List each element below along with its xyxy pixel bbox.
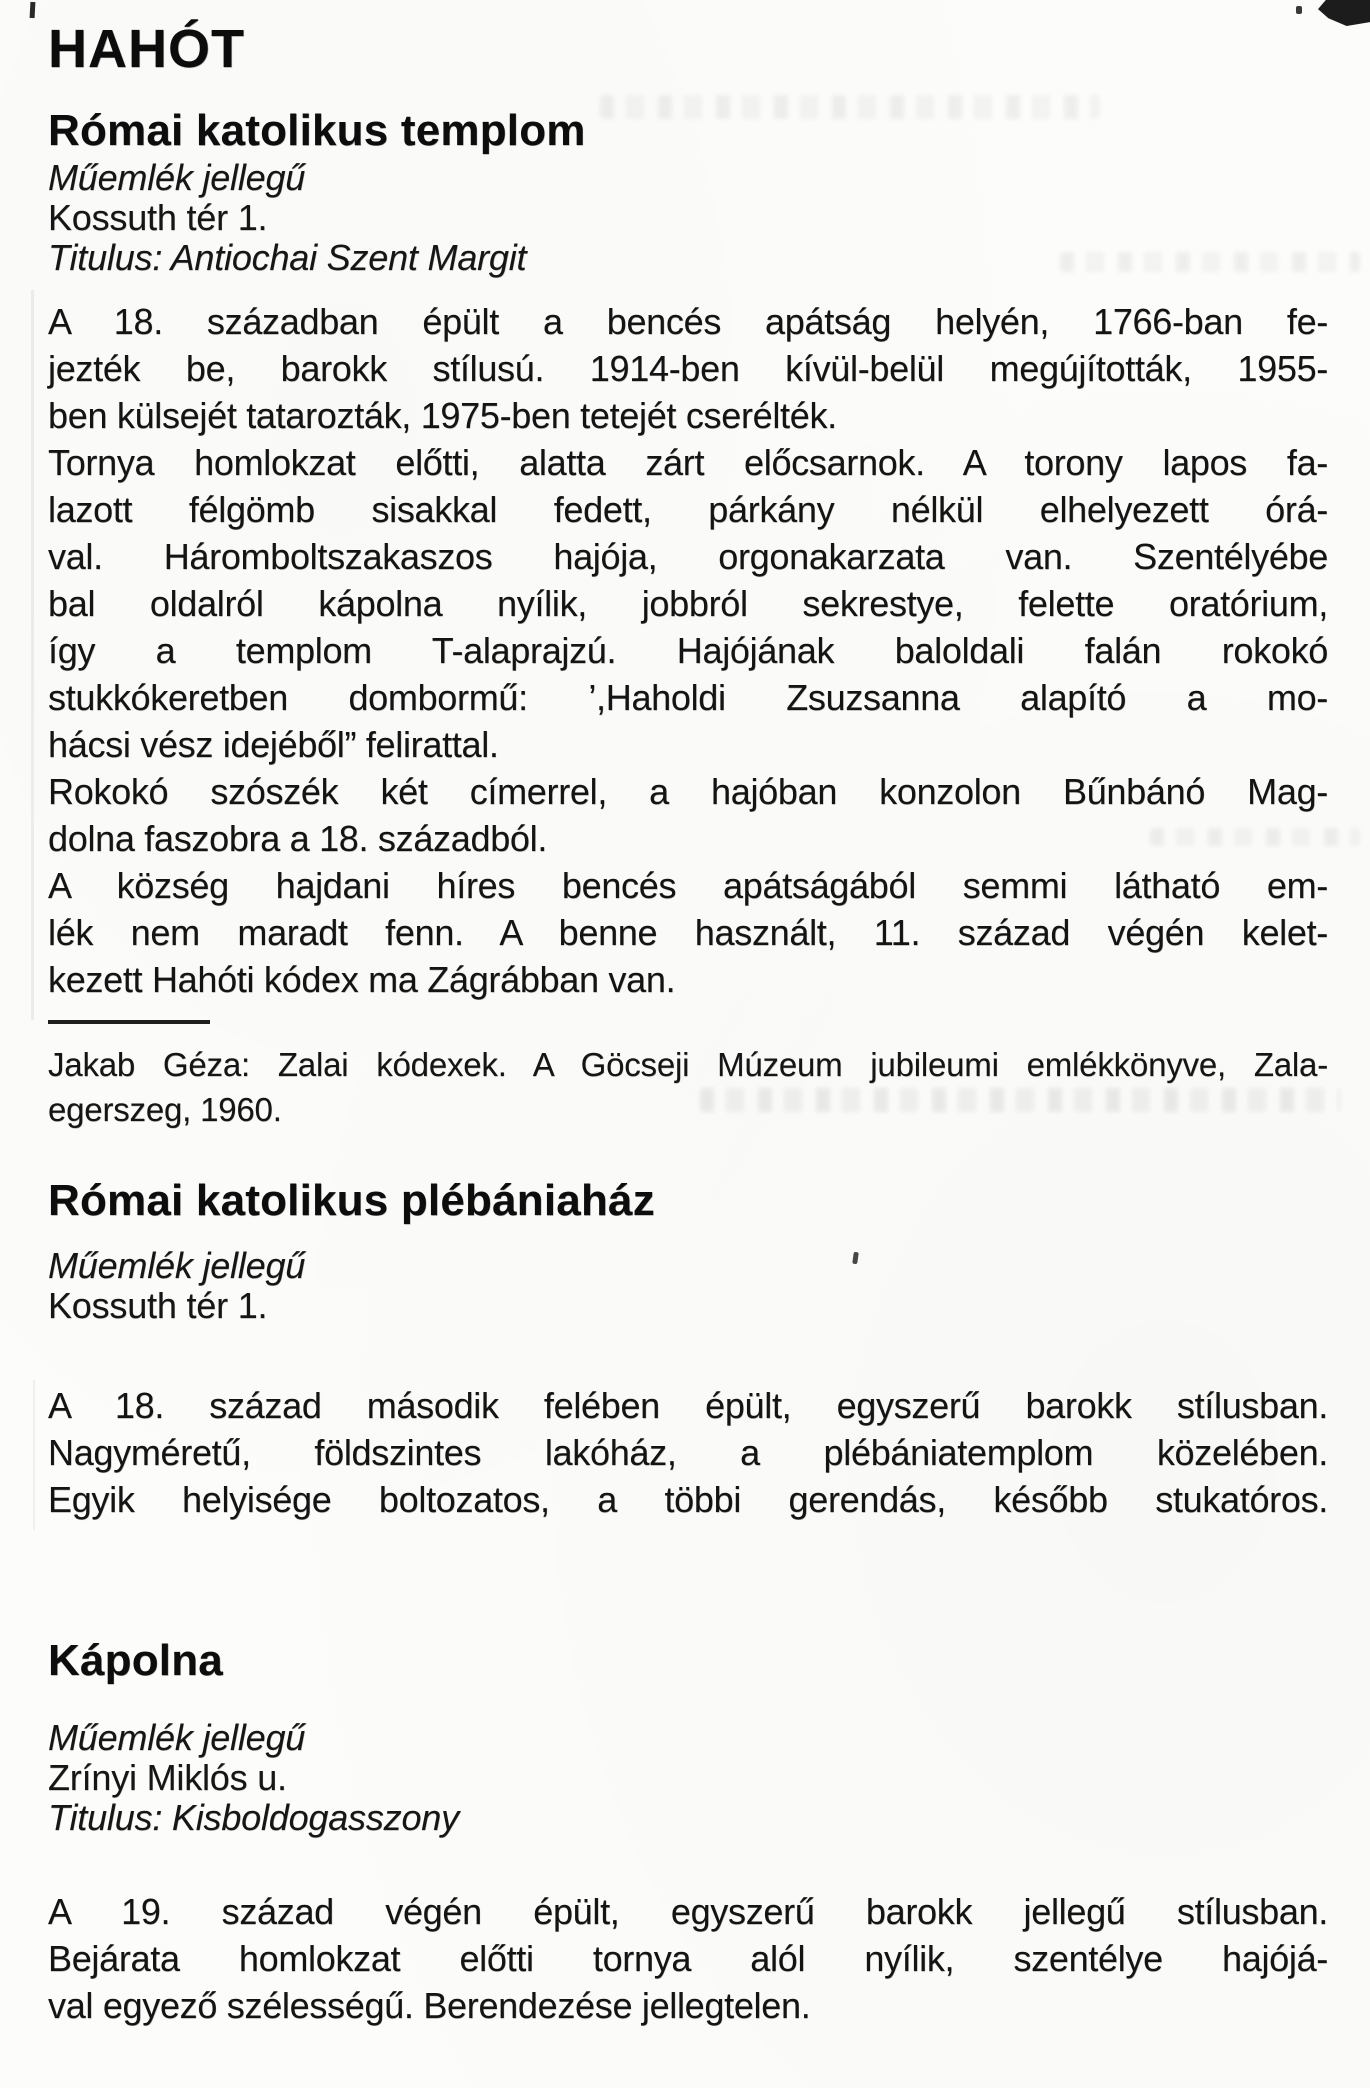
monument-titulus: Titulus: Kisboldogasszony [48,1797,459,1838]
text-line: bal oldalról kápolna nyílik, jobbról sekrestye, felette oratórium, [48,583,1328,624]
text-line: ben külsejét tatarozták, 1975-ben tetejét cserélték. [48,395,837,436]
text-line: kezett Hahóti kódex ma Zágrábban van. [48,959,676,1000]
text-line: Tornya homlokzat előtti, alatta zárt előcsarnok. A torony lapos fa- [48,442,1328,483]
text-line: A 19. század végén épült, egyszerű barokk jellegű stílusban. [48,1891,1328,1932]
text-line: A 18. század második felében épült, egyszerű barokk stílusban. [48,1385,1328,1426]
scan-artifact-top-left-tick [30,2,36,18]
monument-status: Műemlék jellegű [48,157,306,198]
text-line: stukkókeretben dombormű: ’,Haholdi Zsuzsanna alapító a mo- [48,677,1328,718]
text-line: Egyik helyisége boltozatos, a többi gerendás, később stukatóros. [48,1479,1328,1520]
section-heading: Kápolna [48,1636,223,1685]
text-line: Nagyméretű, földszintes lakóház, a plébániatemplom közelében. [48,1432,1328,1473]
description-paragraphs [48,1888,1328,2029]
section-heading: Római katolikus plébániaház [48,1176,655,1225]
monument-address: Kossuth tér 1. [48,197,268,238]
scan-artifact-left-streak-2 [33,1380,35,1530]
citation [48,1042,1328,1132]
text-line: val egyező szélességű. Berendezése jellegtelen. [48,1985,811,2026]
section-heading: Római katolikus templom [48,106,586,155]
monument-titulus: Titulus: Antiochai Szent Margit [48,237,527,278]
text-line: Bejárata homlokzat előtti tornya alól nyílik, szentélye hajójá- [48,1938,1328,1979]
description-paragraphs [48,1382,1328,1523]
monument-address: Zrínyi Miklós u. [48,1757,287,1798]
monument-meta [48,1718,1328,1838]
text-line: dolna faszobra a 18. századból. [48,818,548,859]
text-line: lék nem maradt fenn. A benne használt, 11. század végén kelet- [48,912,1328,953]
description-paragraphs [48,298,1328,1003]
scan-artifact-left-streak [31,290,34,1020]
monument-status: Műemlék jellegű [48,1245,306,1286]
monument-address: Kossuth tér 1. [48,1285,268,1326]
scan-artifact-top-right-speck [1296,6,1302,14]
text-line: Rokokó szószék két címerrel, a hajóban konzolon Bűnbánó Mag- [48,771,1328,812]
text-line: A község hajdani híres bencés apátságából semmi látható em- [48,865,1328,906]
text-line: jezték be, barokk stílusú. 1914-ben kívül-belül megújították, 1955- [48,348,1328,389]
text-line: lazott félgömb sisakkal fedett, párkány nélkül elhelyezett órá- [48,489,1328,530]
text-line: val. Háromboltszakaszos hajója, orgonakarzata van. Szentélyébe [48,536,1328,577]
text-line: így a templom T-alaprajzú. Hajójának baloldali falán rokokó [48,630,1328,671]
monument-meta [48,158,1328,278]
citation-line: egerszeg, 1960. [48,1091,282,1128]
text-line: hácsi vész idejéből” felirattal. [48,724,499,765]
text-line: A 18. században épült a bencés apátság helyén, 1766-ban fe- [48,301,1328,342]
page-title: HAHÓT [48,19,245,79]
monument-status: Műemlék jellegű [48,1717,306,1758]
monument-meta [48,1246,1328,1326]
citation-rule [48,1020,210,1024]
citation-line: Jakab Géza: Zalai kódexek. A Göcseji Múzeum jubileumi emlékkönyve, Zala- [48,1046,1328,1083]
